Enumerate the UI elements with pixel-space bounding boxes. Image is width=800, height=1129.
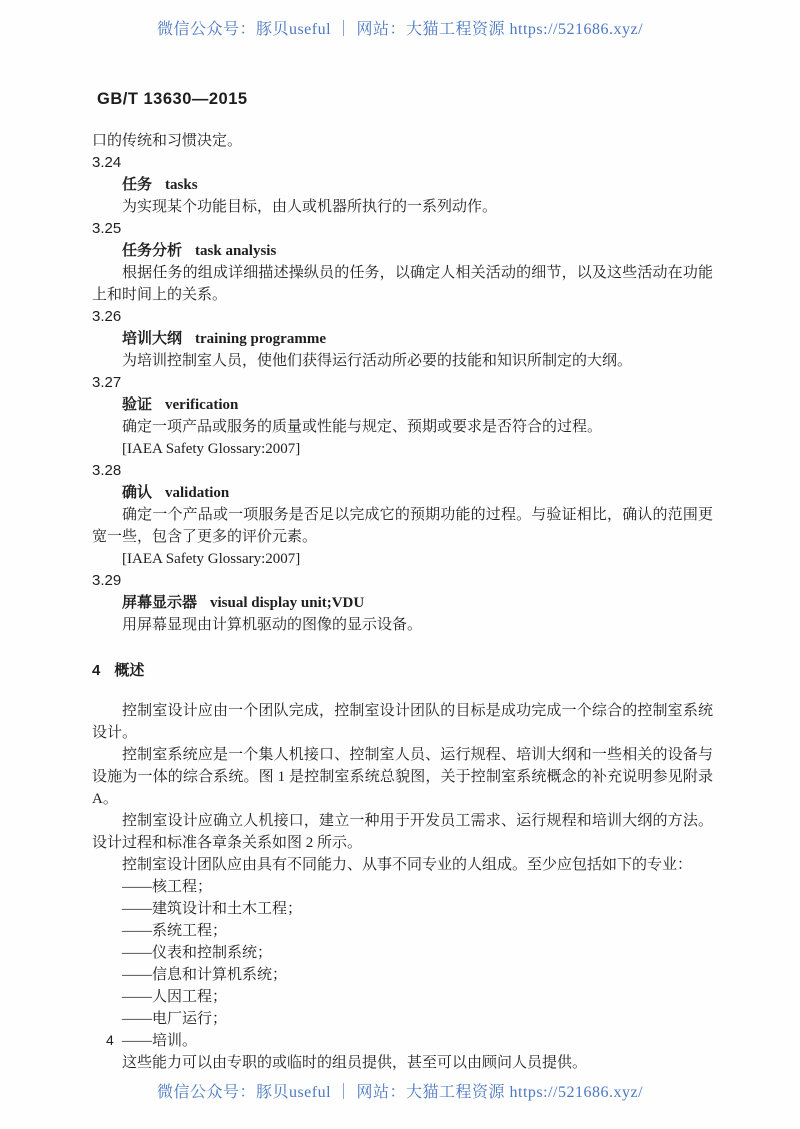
term-zh: 培训大纲 [122,331,183,347]
clause-number-3-27: 3.27 [92,374,122,391]
term-heading-3-29 [92,592,713,614]
source-citation-3-28: [IAEA Safety Glossary:2007] [122,551,301,567]
section-title: 概述 [114,663,145,679]
list-item-instrumentation-control: ——仪表和控制系统； [122,945,273,961]
page-body [92,130,713,1074]
term-heading-3-27 [92,394,713,416]
paragraph-2: 控制室系统应是一个集人机接口、控制室人员、运行规程、培训大纲和一些相关的设备与设施为一体的综合系统。图 1 是控制室系统总貌图，关于控制室系统概念的补充说明参见附录 A。 [92,747,713,807]
term-zh: 任务 [122,177,153,193]
term-en: training programme [195,331,326,347]
closing-paragraph: 这些能力可以由专职的或临时的组员提供，甚至可以由顾问人员提供。 [122,1055,588,1071]
term-en: task analysis [195,243,277,259]
term-definition-3-28: 确定一个产品或一项服务是否足以完成它的预期功能的过程。与验证相比，确认的范围更宽一些，包含了更多的评价元素。 [92,507,713,545]
source-citation-3-27: [IAEA Safety Glossary:2007] [122,441,301,457]
watermark-footer: 微信公众号：豚贝useful ｜ 网站：大猫工程资源 https://521686.xyz/ [156,1084,644,1101]
term-zh: 任务分析 [122,243,183,259]
clause-number-3-28: 3.28 [92,462,122,479]
term-heading-3-25 [92,240,713,262]
list-item-training: ——培训。 [122,1033,198,1049]
term-zh: 屏幕显示器 [122,595,198,611]
list-item-plant-operation: ——电厂运行； [122,1011,228,1027]
term-zh: 确认 [122,485,153,501]
term-en: visual display unit;VDU [210,595,365,611]
term-definition-3-26: 为培训控制室人员，使他们获得运行活动所必要的技能和知识所制定的大纲。 [122,353,633,369]
term-en: verification [165,397,239,413]
term-zh: 验证 [122,397,153,413]
standard-code: GB/T 13630—2015 [97,90,248,108]
section-heading-4 [92,660,713,682]
continuation-line: 口的传统和习惯决定。 [92,133,243,149]
clause-number-3-24: 3.24 [92,154,122,171]
term-definition-3-24: 为实现某个功能目标，由人或机器所执行的一系列动作。 [122,199,498,215]
paragraph-3: 控制室设计应确立人机接口，建立一种用于开发员工需求、运行规程和培训大纲的方法。设计过程和标准各章条关系如图 2 所示。 [92,813,713,851]
clause-number-3-26: 3.26 [92,308,122,325]
clause-number-3-25: 3.25 [92,220,122,237]
term-en: validation [165,485,230,501]
term-definition-3-25: 根据任务的组成详细描述操纵员的任务，以确定人相关活动的细节，以及这些活动在功能上和时间上的关系。 [92,265,713,303]
list-item-nuclear-engineering: ——核工程； [122,879,213,895]
paragraph-1: 控制室设计应由一个团队完成，控制室设计团队的目标是成功完成一个综合的控制室系统设计。 [92,703,713,741]
term-definition-3-27: 确定一项产品或服务的质量或性能与规定、预期或要求是否符合的过程。 [122,419,603,435]
list-item-human-factors: ——人因工程； [122,989,228,1005]
page-number: 4 [106,1032,114,1048]
list-item-architecture-civil: ——建筑设计和土木工程； [122,901,303,917]
list-item-systems-engineering: ——系统工程； [122,923,228,939]
term-definition-3-29: 用屏幕显现由计算机驱动的图像的显示设备。 [122,617,423,633]
clause-number-3-29: 3.29 [92,572,122,589]
list-item-information-computer: ——信息和计算机系统； [122,967,288,983]
term-heading-3-26 [92,328,713,350]
term-en: tasks [165,177,198,193]
section-number: 4 [92,662,101,679]
paragraph-4: 控制室设计团队应由具有不同能力、从事不同专业的人组成。至少应包括如下的专业： [122,857,693,873]
term-heading-3-28 [92,482,713,504]
watermark-header: 微信公众号：豚贝useful ｜ 网站：大猫工程资源 https://521686.xyz/ [156,21,644,38]
term-heading-3-24 [92,174,713,196]
